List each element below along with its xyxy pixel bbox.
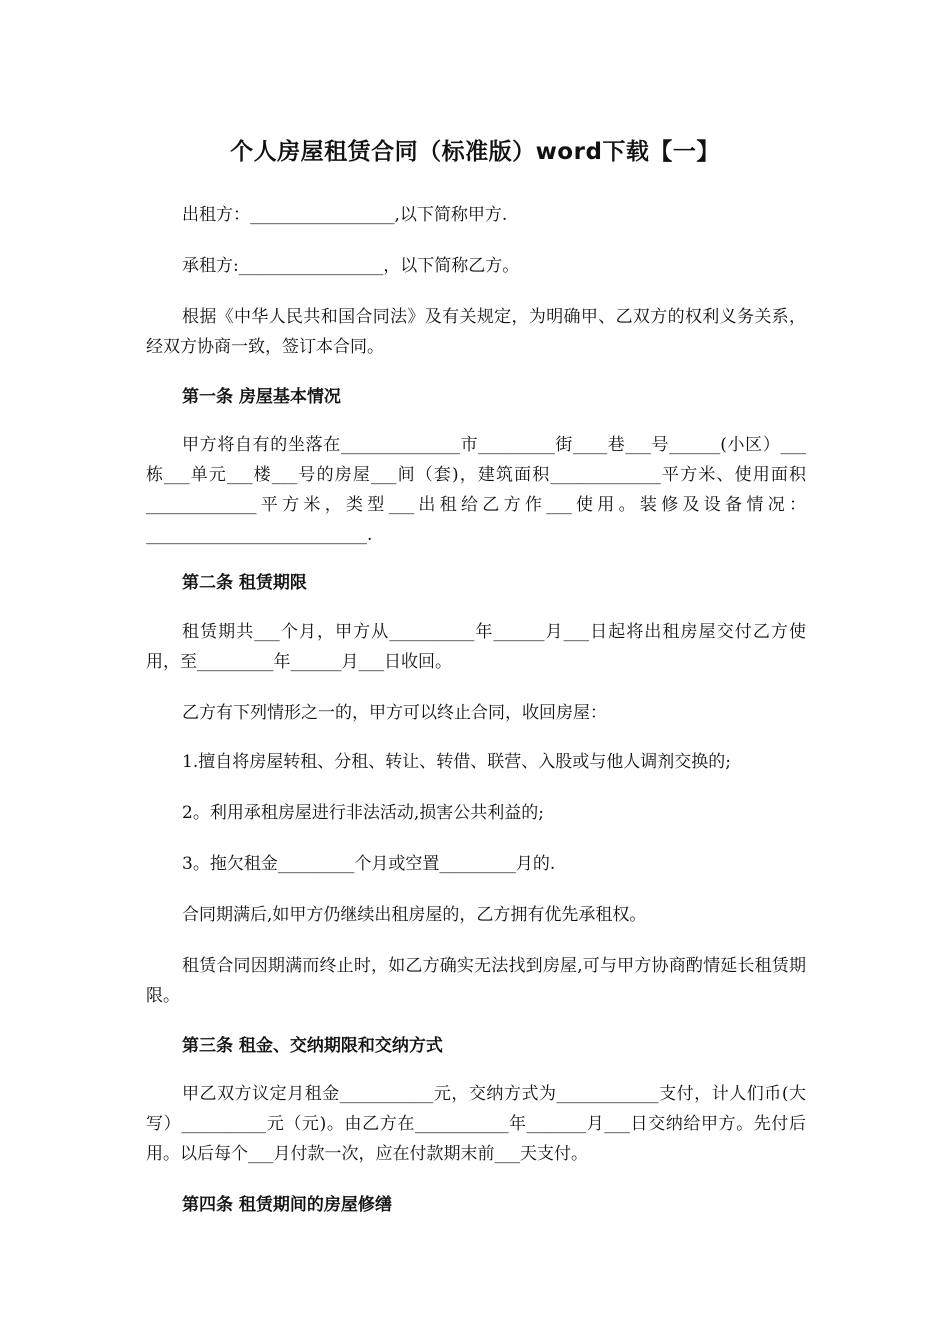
- rent-paragraph: 甲乙双方议定月租金___________元，交纳方式为____________支付，计人们币(大写）__________元（元)。由乙方在___________年_______月___日交纳给甲方。先付后用。以后每个___月付款一次，应在付款期末前___天支付。: [146, 1084, 806, 1164]
- termination-intro: 乙方有下列情形之一的，甲方可以终止合同，收回房屋：: [182, 703, 607, 723]
- termination-item-2: 2。利用承租房屋进行非法活动,损害公共利益的;: [182, 803, 544, 823]
- preamble-paragraph: 根据《中华人民共和国合同法》及有关规定，为明确甲、乙双方的权利义务关系，经双方协商一致，签订本合同。: [146, 307, 806, 357]
- lessor-line: 出租方：_________________,以下简称甲方.: [182, 205, 508, 225]
- lessee-line: 承租方:_________________，以下简称乙方。: [182, 256, 520, 276]
- article-4-heading: 第四条 租赁期间的房屋修缮: [182, 1195, 392, 1215]
- article-2-heading: 第二条 租赁期限: [182, 573, 307, 593]
- document-title: 个人房屋租赁合同（标准版）word下载【一】: [230, 139, 720, 165]
- article-1-heading: 第一条 房屋基本情况: [182, 387, 341, 407]
- termination-item-1: 1.擅自将房屋转租、分租、转让、转借、联营、入股或与他人调剂交换的;: [182, 752, 731, 772]
- extension-paragraph: 租赁合同因期满而终止时，如乙方确实无法找到房屋,可与甲方协商酌情延长租赁期限。: [146, 956, 806, 1006]
- article-3-heading: 第三条 租金、交纳期限和交纳方式: [182, 1036, 443, 1056]
- renewal-priority-paragraph: 合同期满后,如甲方仍继续出租房屋的，乙方拥有优先承租权。: [182, 905, 647, 925]
- termination-item-3: 3。拖欠租金_________个月或空置_________月的.: [182, 854, 556, 874]
- lease-term-paragraph: 租赁期共___个月，甲方从__________年______月___日起将出租房屋交付乙方使用，至_________年______月___日收回。: [146, 622, 806, 672]
- article-1-paragraph: 甲方将自有的坐落在______________市_________街____巷___号______(小区）___栋___单元___楼___号的房屋___间（套)，建筑面积_____________平方米、使用面积_____________平方米，类型___出租给乙方作___使用。装修及设备情况：__________________________.: [146, 435, 806, 545]
